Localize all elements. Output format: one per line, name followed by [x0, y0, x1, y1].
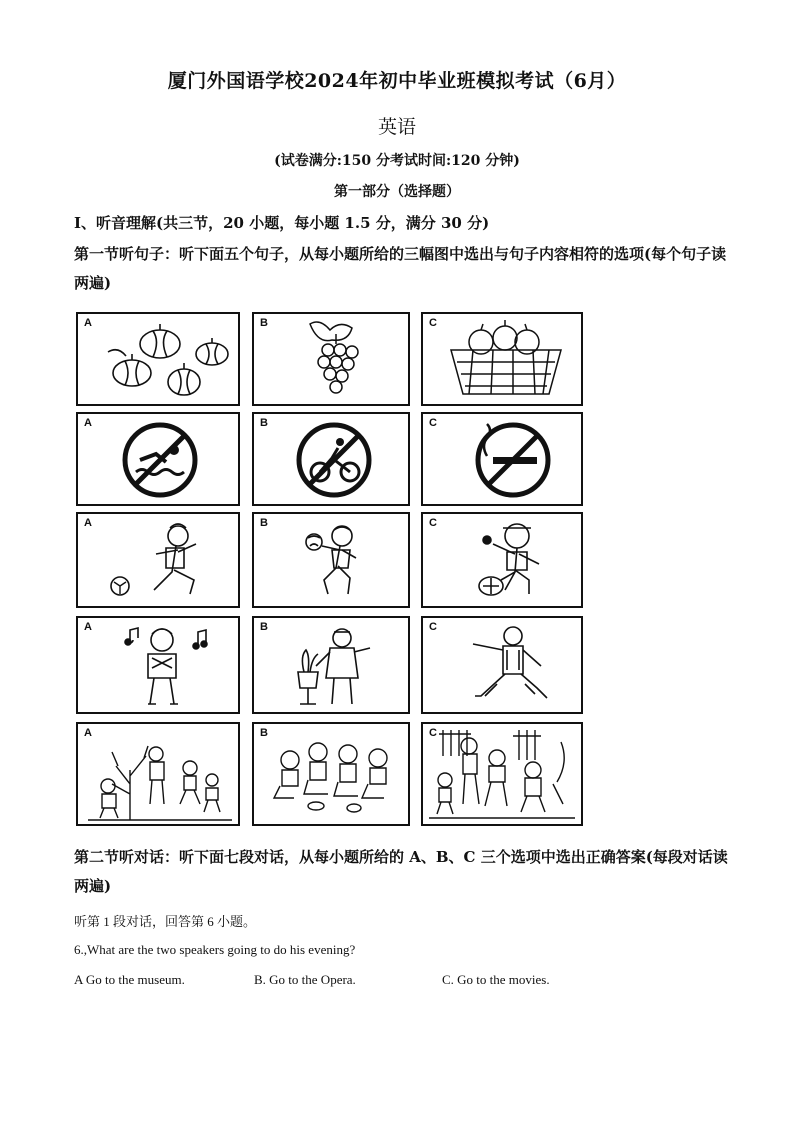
option-cell: [76, 412, 240, 506]
option-label: A: [84, 417, 92, 429]
soccer-player-icon: [78, 514, 238, 606]
no-smoking-icon: [423, 414, 581, 504]
tai-chi-icon: [423, 618, 581, 712]
option-label: B: [260, 621, 268, 633]
option-c[interactable]: C. Go to the movies.: [442, 972, 550, 987]
option-label: C: [429, 417, 437, 429]
dialog-intro: 听第 1 段对话，回答第 6 小题。: [74, 914, 257, 929]
grapes-icon: [254, 314, 408, 404]
pumpkins-icon: [78, 314, 238, 404]
no-cycling-icon: [254, 414, 408, 504]
part1-instructions: 第一节听句子：听下面五个句子，从每小题所给的三幅图中选出与句子内容相符的选项(每个句子读两遍): [74, 245, 727, 292]
option-label: C: [429, 317, 437, 329]
option-cell: [252, 312, 410, 406]
question-6: 6.,What are the two speakers going to do his evening?: [74, 942, 356, 957]
page-title: 厦门外国语学校2024年初中毕业班模拟考试（6月）: [167, 70, 627, 92]
magician-icon: [254, 618, 408, 712]
option-cell: [421, 616, 583, 714]
option-label: B: [260, 727, 268, 739]
option-cell: [76, 312, 240, 406]
no-swimming-icon: [78, 414, 238, 504]
option-label: A: [84, 517, 92, 529]
subject-title: 英语: [377, 116, 416, 138]
option-cell: [252, 512, 410, 608]
part-heading: 第一部分（选择题）: [334, 184, 460, 200]
option-cell: [252, 722, 410, 826]
option-label: B: [260, 517, 268, 529]
option-label: C: [429, 621, 437, 633]
option-label: A: [84, 727, 92, 739]
option-label: B: [260, 317, 268, 329]
picture-grid: [72, 310, 592, 830]
option-a[interactable]: A Go to the museum.: [74, 972, 185, 987]
option-cell: [76, 512, 240, 608]
option-label: C: [429, 727, 437, 739]
option-cell: [252, 412, 410, 506]
singer-icon: [78, 618, 238, 712]
option-cell: [76, 722, 240, 826]
volleyball-player-icon: [254, 514, 408, 606]
tree-planting-icon: [78, 724, 238, 824]
fruit-basket-icon: [423, 314, 581, 404]
exam-info: (试卷满分:150 分考试时间:120 分钟): [274, 153, 520, 169]
option-cell: [252, 616, 410, 714]
option-cell: [421, 412, 583, 506]
option-label: C: [429, 517, 437, 529]
option-cell: [76, 616, 240, 714]
option-b[interactable]: B. Go to the Opera.: [254, 972, 356, 987]
section-heading: Ⅰ、听音理解(共三节，20 小题，每小题 1.5 分，满分 30 分): [74, 214, 490, 232]
option-cell: [421, 512, 583, 608]
option-label: A: [84, 621, 92, 633]
option-label: A: [84, 317, 92, 329]
option-label: B: [260, 417, 268, 429]
option-cell: [421, 312, 583, 406]
option-cell: [421, 722, 583, 826]
gardening-icon: [423, 724, 581, 824]
part2-instructions: 第二节听对话：听下面七段对话，从每小题所给的 A、B、C 三个选项中选出正确答案(每段对话读两遍): [74, 848, 728, 895]
kids-sitting-icon: [254, 724, 408, 824]
tennis-player-icon: [423, 514, 581, 606]
